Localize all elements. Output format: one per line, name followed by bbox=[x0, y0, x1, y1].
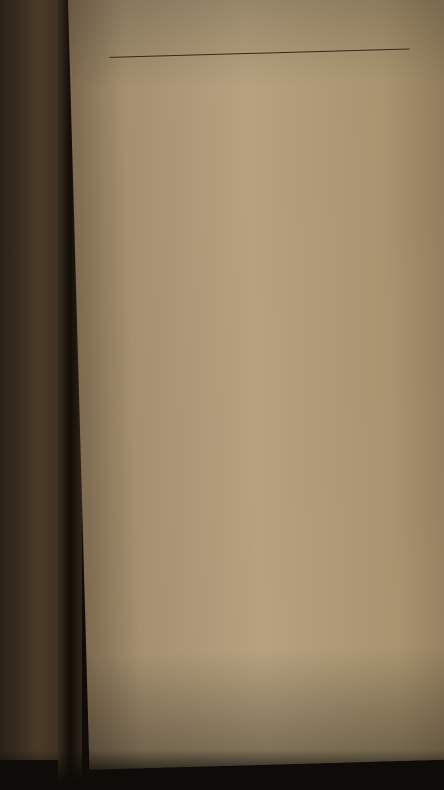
table-page bbox=[68, 0, 444, 770]
index-entries bbox=[79, 42, 429, 65]
bottom-shadow bbox=[0, 750, 444, 790]
running-head bbox=[69, 25, 444, 36]
section-rule bbox=[110, 48, 410, 57]
